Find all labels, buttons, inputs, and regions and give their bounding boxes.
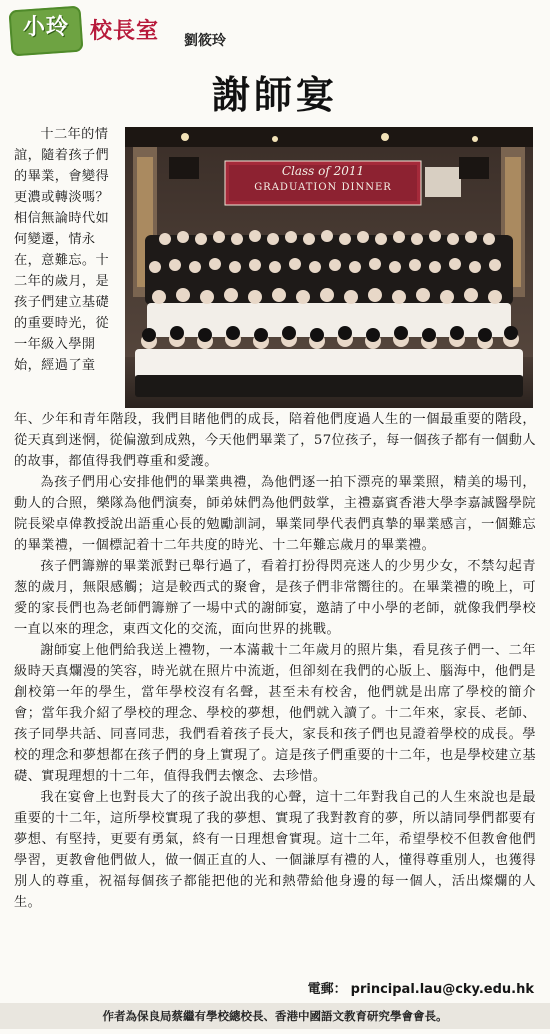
article-headline: 謝師宴 (211, 73, 338, 117)
author-credit-footer: 作者為保良局蔡繼有學校總校長、香港中國語文教育研究學會會長。 (0, 1003, 550, 1029)
paragraph-1-continued: 年、少年和青年階段，我們目睹他們的成長，陪着他們度過人生的一個最重要的階段，從天真到迷惘，從偏激到成熟，今天他們畢業了，57位孩子，每一個孩子都有一個動人的故事，都值得我們尊重和愛護。 (14, 412, 536, 469)
author-email-line (308, 978, 534, 997)
graduation-dinner-photo (125, 127, 533, 408)
article-body (14, 409, 536, 913)
intro-paragraph: 十二年的情誼，隨着孩子們的畢業，會變得更濃或轉淡嗎？相信無論時代如何變遷，情永在，意難忘。十二年的歲月，是孩子們建立基礎的重要時光，從一年級入學開始，經過了童 (14, 127, 110, 373)
banner-subtitle: GRADUATION DINNER (254, 182, 392, 193)
author-name: 劉筱玲 (184, 33, 226, 49)
banner-title: Class of 2011 (281, 164, 365, 178)
paragraph-2: 為孩子們用心安排他們的畢業典禮，為他們逐一拍下漂亮的畢業照，精美的場刊，動人的合照，樂隊為他們演奏，師弟妹們為他們鼓掌，主禮嘉賓香港大學李嘉誠醫學院院長梁卓偉教授說出語重心長的勉勵訓詞，畢業同學代表們真摯的畢業感言，一個難忘的畢業禮，一個標記着十二年共度的時光、十二年難忘歲月的畢業禮。 (14, 475, 536, 553)
paragraph-5: 我在宴會上也對長大了的孩子說出我的心聲，這十二年對我自己的人生來說也是最重要的十二年，這所學校實現了我的夢想、實現了我對教育的夢，所以請同學們都要有夢想、有堅持，更要有勇氣，終有一日理想會實現。這十二年，希望學校不但教會他們學習，更教會他們做人，做一個正直的人、一個謙厚有禮的人，懂得尊重別人，也獲得別人的尊重，祝福每個孩子都能把他的光和熱帶給他身邊的每一個人，活出燦爛的人生。 (14, 790, 536, 910)
email-label: 電郵： (307, 982, 347, 997)
column-header (10, 4, 540, 58)
column-logo-text: 小玲 (22, 15, 69, 40)
article-intro (14, 124, 118, 376)
paragraph-4: 謝師宴上他們給我送上禮物，一本滿載十二年歲月的照片集，看見孩子們一、二年級時天真爛漫的笑容，時光就在照片中流逝，但卻刻在我們的心版上、腦海中，他們是創校第一年的學生，當年學校沒有名聲，甚至未有校舍，他們就是出席了學校的簡介會；當年我介紹了學校的理念、學校的夢想，他們就入讀了。十二年來，家長、老師、孩子同學共話、同喜同悲，我們看着孩子長大，家長和孩子們也見證着學校的成長。學校的理念和夢想都在孩子們的身上實現了。這是孩子們重要的十二年，也是學校建立基礎、實現理想的十二年，值得我們去懷念、去珍惜。 (14, 643, 536, 784)
column-title: 校長室 (90, 19, 160, 44)
paragraph-3: 孩子們籌辦的畢業派對已舉行過了，看着打扮得閃亮迷人的少男少女，不禁勾起青葱的歲月，無限感觸；這是較西式的聚會，是孩子們非常嚮往的。在畢業禮的晚上，可愛的家長們也為老師們籌辦了一場中式的謝師宴，邀請了中小學的老師，就像我們學校一直以來的理念，東西文化的交流，面向世界的挑戰。 (14, 559, 536, 637)
author-email[interactable]: principal.lau@cky.edu.hk (350, 982, 534, 997)
